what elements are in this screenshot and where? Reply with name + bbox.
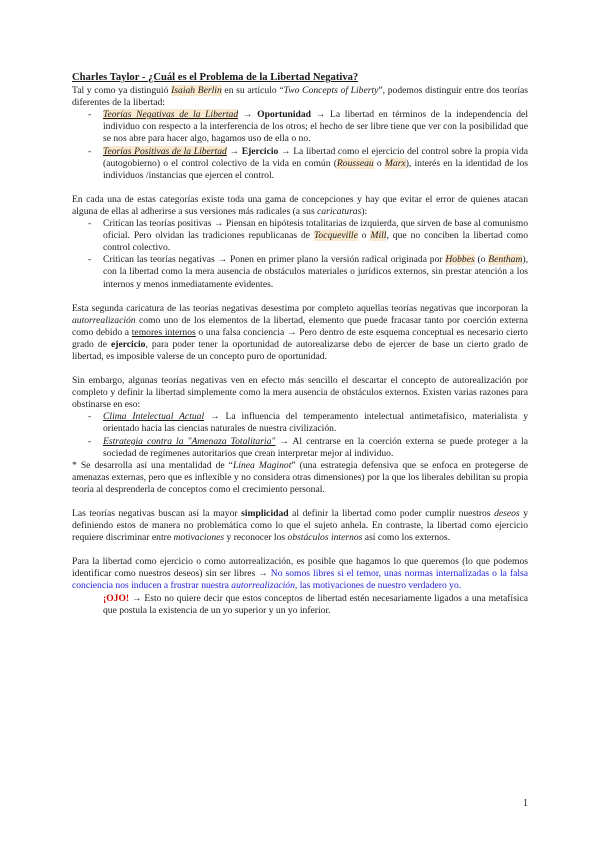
- simplicity-paragraph: Las teorías negativas buscan así la mayor simplicidad al definir la libertad como poder cumplir nuestros deseos y definiendo estos de manera no problemática como lo que el sujeto anhela. En contraste, la libertad como ejercicio requiere discriminar entre motivaciones y reconocer los obstáculos internos así como los externos.: [72, 508, 528, 544]
- author-name: Isaiah Berlin: [171, 85, 222, 97]
- list-item: - Estrategia contra la "Amenaza Totalitaria" → Al centrarse en la coerción externa se puede proteger a la sociedad de regímenes autoritarios que crean interpretar mejor al individuo.: [72, 436, 528, 460]
- warning-label: ¡OJO!: [103, 592, 130, 604]
- list-item: - Clima Intelectual Actual → La influencia del temperamento intelectual antimetafísico, materialista y orientado hacia las ciencias naturales de nuestra civilización.: [72, 411, 528, 435]
- reasons-list: [72, 411, 528, 459]
- page-number: 1: [523, 798, 528, 809]
- page-title: Charles Taylor - ¿Cuál es el Problema de la Libertad Negativa?: [72, 72, 359, 83]
- article-title: Two Concepts of Liberty: [283, 85, 379, 97]
- criticism-list: [72, 218, 528, 291]
- exercise-paragraph: Para la libertad como ejercicio o como autorrealización, es posible que hagamos lo que queremos (lo que podemos identificar como nuestros deseos) sin ser libres → No somos libres si el temor, unas normas internalizadas o la falsa conciencia nos inducen a frustrar nuestra autorrealización, las motivaciones de nuestro verdadero yo.: [72, 556, 528, 592]
- maginot-note: * Se desarrolla así una mentalidad de “Línea Maginot” (una estrategia defensiva que se enfoca en protegerse de amenazas externas, pero que es inflexible y no considera otras dimensiones) por la que los liberales debilitan su propia teoría al desprenderla de conceptos como el crecimiento personal.: [72, 459, 529, 495]
- warning-note: ¡OJO! → Esto no quiere decir que estos conceptos de libertad estén necesariamente ligados a una metafísica que postula la existencia de un yo superior y un yo inferior.: [103, 592, 528, 616]
- list-item: - Teorías Positivas de la Libertad → Ejercicio → La libertad como el ejercicio del control sobre la propia vida (autogobierno) o el control colectivo de la vida en común (Rousseau o Marx), interés en la identidad de los individuos /instancias que ejercen el control.: [72, 146, 528, 182]
- list-item: - Critican las teorías negativas → Ponen en primer plano la versión radical originada por Hobbes (o Bentham), con la libertad como la mera ausencia de obstáculos materiales o jurídicos externos, sin prestar atención a los internos y menos inmediatamente evidentes.: [72, 254, 528, 290]
- list-item: - Critican las teorías positivas → Piensan en hipótesis totalitarias de izquierda, que sirven de base al comunismo oficial. Pero olvidan las tradiciones republicanas de Tocqueville o Mill, que no conciben la libertad como control colectivo.: [72, 218, 528, 254]
- list-item: - Teorías Negativas de la Libertad → Oportunidad → La libertad en términos de la independencia del individuo con respecto a la interferencia de los otros; el hecho de ser libre tiene que ver con la posibilidad que se nos abre para hacer algo, hagamos uso de ella o no.: [72, 109, 528, 145]
- intro-paragraph: Tal y como ya distinguió Isaiah Berlin en su artículo “Two Concepts of Liberty”, podemos distinguir entre dos teorías diferentes de la libertad:: [72, 85, 528, 109]
- second-caricature-paragraph: Esta segunda caricatura de las teorías negativas desestima por completo aquellas teorías negativas que incorporan la autorrealización como uno de los elementos de la libertad, elemento que puede fracasar tanto por coerción externa como debido a temores internos o una falsa conciencia → Pero dentro de este esquema conceptual es necesario cierto grado de ejercicio, para poder tener la oportunidad de autorealizarse debo de ejercer de base un cierto grado de libertad, es imposible valerse de un concepto puro de oportunidad.: [72, 302, 528, 362]
- reasons-paragraph: Sin embargo, algunas teorías negativas ven en efecto más sencillo el descartar el concepto de autorealización por completo y definir la libertad simplemente como la mera ausencia de obstáculos externos. Existen varias razones para obstinarse en eso:: [72, 375, 528, 411]
- theories-list: [72, 109, 528, 182]
- caricatures-paragraph: En cada una de estas categorías existe toda una gama de concepciones y hay que evitar el error de quienes atacan alguna de ellas al adherirse a sus versiones más radicales (a sus caricaturas):: [72, 193, 528, 217]
